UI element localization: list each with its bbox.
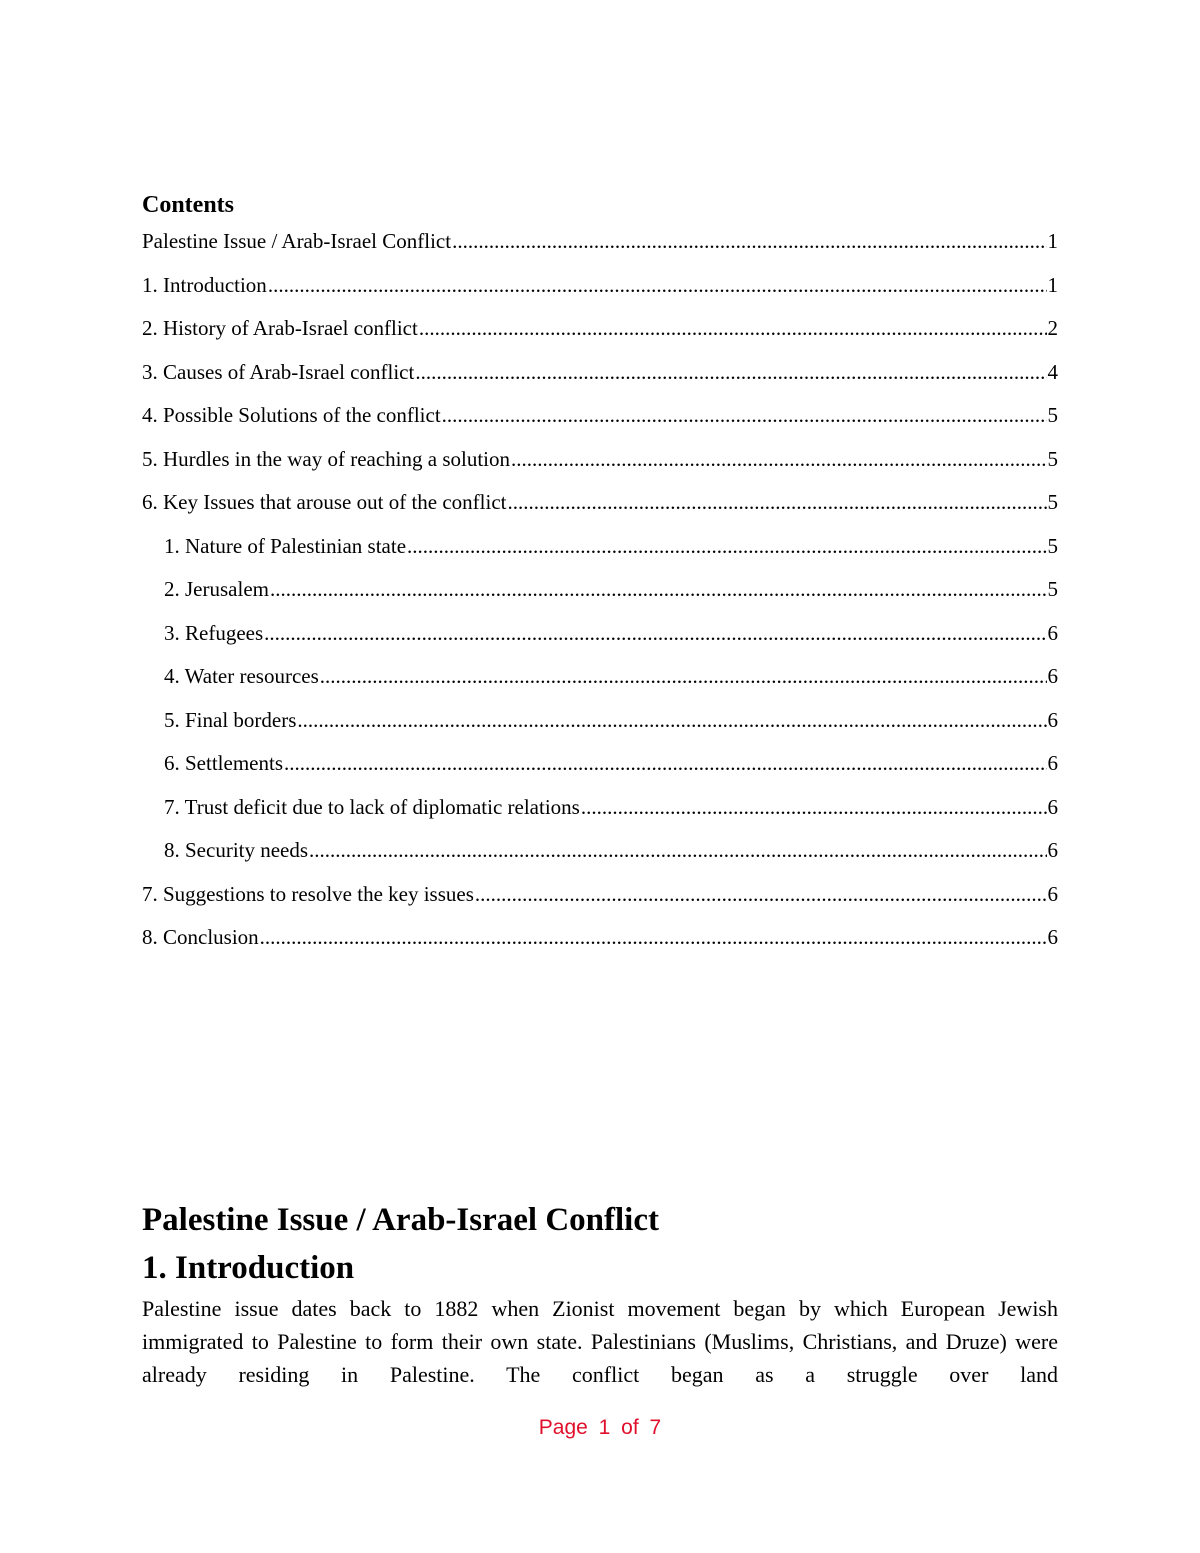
toc-entry-label: 2. History of Arab-Israel conflict — [142, 316, 418, 340]
toc-entry[interactable] — [142, 400, 1058, 444]
toc-entry[interactable] — [142, 531, 1058, 575]
toc-entry[interactable] — [142, 357, 1058, 401]
toc-entry[interactable] — [142, 792, 1058, 836]
toc-entry-page-number: 5 — [1047, 446, 1058, 471]
toc-dot-leader — [475, 879, 1047, 909]
toc-entry[interactable] — [142, 226, 1058, 270]
toc-dot-leader — [270, 574, 1047, 604]
toc-entry-label: 7. Trust deficit due to lack of diplomatic relations — [164, 794, 580, 819]
toc-entry-label: 2. Jerusalem — [164, 577, 269, 601]
toc-entry[interactable] — [142, 270, 1058, 314]
toc-dot-leader — [309, 835, 1046, 865]
toc-entry[interactable] — [142, 444, 1058, 488]
toc-entry-page-number: 6 — [1047, 838, 1058, 862]
introduction-paragraph: Palestine issue dates back to 1882 when Zionist movement began by which European Jewish immigrated to Palestine to form their own state. Palestinians (Muslims, Christians, and Druze) were already residing in Palestine. The conflict began as a struggle over land — [142, 1296, 1058, 1387]
toc-entry[interactable] — [142, 661, 1058, 705]
toc-entry-page-number: 6 — [1047, 751, 1058, 775]
toc-title: Contents — [142, 192, 235, 218]
toc-entry-page-number: 6 — [1047, 794, 1058, 819]
toc-entry-label: 6. Settlements — [164, 751, 283, 775]
toc-entry[interactable] — [142, 313, 1058, 357]
toc-entry-page-number: 1 — [1047, 229, 1058, 253]
toc-dot-leader — [297, 705, 1046, 735]
toc-dot-leader — [320, 661, 1047, 691]
section-heading-introduction: 1. Introduction — [142, 1250, 355, 1286]
toc-entry-label: 7. Suggestions to resolve the key issues — [142, 881, 474, 906]
toc-entry-label: 5. Final borders — [164, 707, 297, 732]
table-of-contents — [142, 190, 1058, 966]
toc-entry-label: 8. Conclusion — [142, 925, 259, 949]
toc-dot-leader — [511, 444, 1047, 474]
toc-entry-page-number: 1 — [1047, 272, 1058, 297]
toc-dot-leader — [415, 357, 1046, 387]
toc-entry-label: Palestine Issue / Arab-Israel Conflict — [142, 229, 452, 253]
toc-dot-leader — [581, 792, 1047, 822]
toc-entry[interactable] — [142, 879, 1058, 923]
toc-entry-page-number: 6 — [1047, 881, 1058, 906]
toc-entry-label: 3. Refugees — [164, 620, 264, 645]
toc-entry[interactable] — [142, 835, 1058, 879]
toc-dot-leader — [264, 618, 1046, 648]
toc-entry-label: 6. Key Issues that arouse out of the conflict — [142, 490, 507, 514]
toc-dot-leader — [452, 226, 1046, 256]
toc-entry-page-number: 5 — [1047, 533, 1058, 558]
toc-entry-label: 1. Introduction — [142, 272, 267, 297]
toc-entry[interactable] — [142, 574, 1058, 618]
toc-entry-label: 1. Nature of Palestinian state — [164, 533, 407, 558]
toc-entry-page-number: 5 — [1047, 403, 1058, 427]
toc-dot-leader — [260, 922, 1047, 952]
toc-entry[interactable] — [142, 487, 1058, 531]
toc-entry-page-number: 6 — [1047, 620, 1058, 645]
toc-entry-page-number: 4 — [1047, 359, 1058, 384]
toc-dot-leader — [407, 531, 1046, 561]
document-heading: Palestine Issue / Arab-Israel Conflict — [142, 1202, 659, 1238]
toc-dot-leader — [508, 487, 1047, 517]
toc-entry-page-number: 2 — [1047, 316, 1058, 340]
toc-entry-page-number: 5 — [1047, 490, 1058, 514]
toc-entry-label: 5. Hurdles in the way of reaching a solution — [142, 446, 510, 471]
toc-entry[interactable] — [142, 922, 1058, 966]
toc-list — [142, 226, 1058, 966]
toc-entry[interactable] — [142, 748, 1058, 792]
toc-dot-leader — [419, 313, 1047, 343]
toc-entry[interactable] — [142, 618, 1058, 662]
toc-dot-leader — [284, 748, 1047, 778]
toc-entry[interactable] — [142, 705, 1058, 749]
page-footer: Page 1 of 7 — [538, 1416, 662, 1439]
toc-entry-page-number: 5 — [1047, 577, 1058, 601]
toc-entry-page-number: 6 — [1047, 707, 1058, 732]
toc-dot-leader — [268, 270, 1047, 300]
toc-entry-page-number: 6 — [1047, 664, 1058, 688]
toc-entry-label: 8. Security needs — [164, 838, 309, 862]
toc-dot-leader — [442, 400, 1047, 430]
toc-entry-page-number: 6 — [1047, 925, 1058, 949]
toc-entry-label: 4. Possible Solutions of the conflict — [142, 403, 441, 427]
toc-entry-label: 3. Causes of Arab-Israel conflict — [142, 359, 415, 384]
toc-entry-label: 4. Water resources — [164, 664, 319, 688]
